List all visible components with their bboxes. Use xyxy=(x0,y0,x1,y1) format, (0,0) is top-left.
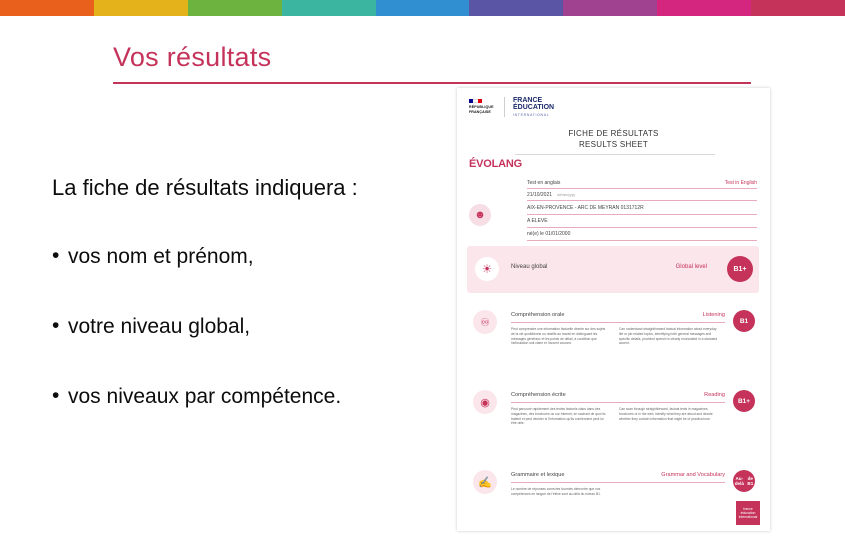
skill-divider xyxy=(511,402,725,403)
row-test-language-fr: Test en anglais xyxy=(527,180,561,186)
row-test-language-en: Test in English xyxy=(724,180,757,186)
skill-section-listening xyxy=(467,310,759,372)
color-segment xyxy=(282,0,376,16)
list-item xyxy=(52,385,452,409)
skill-divider xyxy=(511,482,725,483)
skill-description-en: Can understand straightforward factual information about everyday life or job related topics, identifying both general messages and specific details, provided speech is clearly enunciated in a standard accent. xyxy=(619,327,718,346)
sheet-title xyxy=(457,129,770,149)
skill-section-reading xyxy=(467,390,759,452)
row-divider xyxy=(527,240,757,241)
color-segment xyxy=(657,0,751,16)
skill-label-fr: Grammaire et lexique xyxy=(511,472,565,478)
color-segment xyxy=(751,0,845,16)
row-date: 21/10/2021 xyxy=(527,192,553,198)
skill-divider xyxy=(511,322,725,323)
list-item xyxy=(52,245,452,269)
eye-icon: ◉ xyxy=(473,390,497,414)
skill-level-line2: de B1 xyxy=(747,475,754,486)
ear-icon: ♾ xyxy=(473,310,497,334)
skill-label-fr: Compréhension écrite xyxy=(511,392,566,398)
evolang-brand: ÉVOLANG xyxy=(469,158,522,170)
title-underline xyxy=(113,82,751,84)
fei-line-3: INTERNATIONAL xyxy=(513,112,550,117)
sheet-title-fr: FICHE DE RÉSULTATS xyxy=(568,129,659,138)
color-segment xyxy=(376,0,470,16)
row-candidate-birth: né(e) le 01/01/2000 xyxy=(527,231,571,237)
global-level-badge: B1+ xyxy=(727,256,753,282)
color-segment xyxy=(563,0,657,16)
french-flag-icon xyxy=(469,99,482,103)
row-center: AIX-EN-PROVENCE - ARC DE MEYRAN 0131712R xyxy=(527,205,644,211)
bullet-marker-icon: • xyxy=(52,384,60,407)
row-candidate-name: A ELEVE xyxy=(527,218,548,224)
list-item-label: vos nom et prénom, xyxy=(68,245,254,268)
decorative-color-bar xyxy=(0,0,845,16)
row-divider xyxy=(527,188,757,189)
row-date-hint: dd/mm/yyyy xyxy=(557,193,576,197)
list-item-label: vos niveaux par compétence. xyxy=(68,385,342,408)
skill-description-en: Can scan through straightforward, factual texts in magazines, brochures or in the web, identify what they are about and decide whether they contain information that might be of practical use. xyxy=(619,407,713,421)
skill-description-fr: Le nombre de réponses correctes fournies démontre que vos compétences en langue de l'élève sont au-delà du niveau B1. xyxy=(511,487,601,496)
skill-label-fr: Compréhension orale xyxy=(511,312,565,318)
skill-label-en: Grammar and Vocabulary xyxy=(661,472,725,478)
color-segment xyxy=(0,0,94,16)
color-segment xyxy=(469,0,563,16)
bullet-marker-icon: • xyxy=(52,244,60,267)
person-icon: ☻ xyxy=(469,204,491,226)
sheet-header xyxy=(469,97,554,117)
results-sheet-image xyxy=(457,88,770,531)
row-divider xyxy=(527,227,757,228)
bullet-marker-icon: • xyxy=(52,314,60,337)
color-segment xyxy=(94,0,188,16)
lightbulb-icon: ☀ xyxy=(475,257,499,281)
fei-footer-logo: france éducation international xyxy=(736,501,760,525)
fei-line-2: ÉDUCATION xyxy=(513,104,555,112)
hand-writing-icon: ✍ xyxy=(473,470,497,494)
row-divider xyxy=(527,214,757,215)
list-item-label: votre niveau global, xyxy=(68,315,251,338)
skill-level-badge xyxy=(733,470,755,492)
fei-line-1: FRANCE xyxy=(513,97,543,104)
skill-level-badge: B1 xyxy=(733,310,755,332)
global-level-label-en: Global level xyxy=(675,264,707,270)
skill-description-fr: Peut comprendre une information factuelle directe sur des sujets de la vie quotidienne ou relatifs au travail en distinguant les messages généraux et les points de détail, à condition que l'articulation soit claire et l'accent courant. xyxy=(511,327,606,346)
page-title: Vos résultats xyxy=(113,42,272,72)
row-divider xyxy=(527,200,757,201)
republique-line2: FRANÇAISE xyxy=(469,109,491,114)
global-level-band xyxy=(467,246,759,293)
sheet-title-divider xyxy=(515,154,715,155)
bullet-list xyxy=(52,245,452,455)
skill-label-en: Reading xyxy=(704,392,725,398)
skill-description-fr: Peut parcourir rapidement des textes factuels clairs dans des magazines, des brochures ou sur Internet, en sachant de quoi ils traitent et peut décider si l'information qu'ils contiennent peut lui être utile. xyxy=(511,407,606,426)
republique-francaise-logo xyxy=(469,99,495,114)
skill-level-badge: B1+ xyxy=(733,390,755,412)
skill-level-line1: Au-delà xyxy=(734,475,744,486)
skill-section-grammar xyxy=(467,470,759,525)
global-level-label-fr: Niveau global xyxy=(511,264,548,270)
color-segment xyxy=(188,0,282,16)
skill-label-en: Listening xyxy=(702,312,725,318)
sheet-title-en: RESULTS SHEET xyxy=(578,140,649,149)
france-education-international-logo xyxy=(504,97,554,117)
lead-text: La fiche de résultats indiquera : xyxy=(52,175,358,200)
list-item xyxy=(52,315,452,339)
republique-line1: RÉPUBLIQUE xyxy=(469,105,494,110)
